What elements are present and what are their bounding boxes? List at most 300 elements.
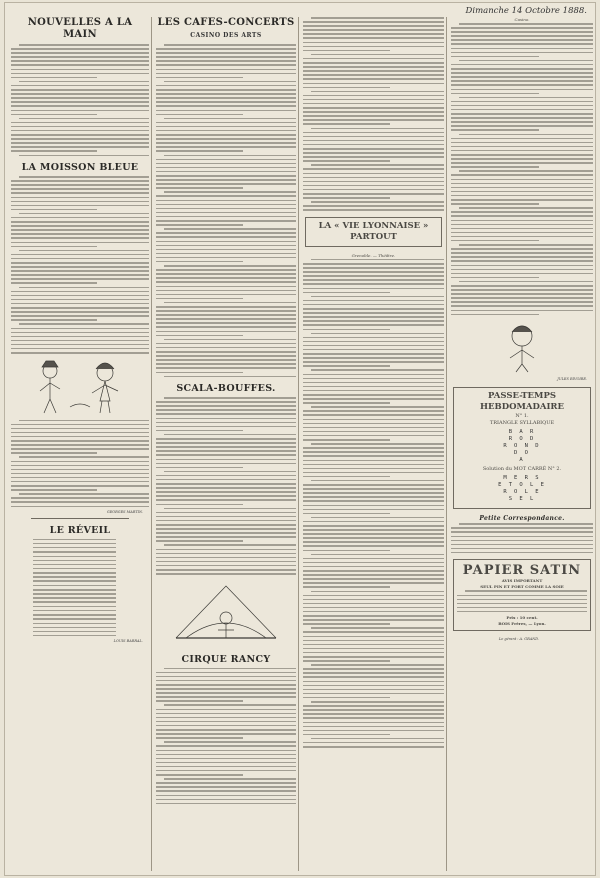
text-line [156, 277, 296, 279]
text-line [33, 606, 116, 608]
article-text [11, 176, 149, 354]
text-line [156, 721, 296, 723]
text-line [33, 551, 116, 553]
text-line [303, 558, 444, 560]
text-line [33, 572, 116, 574]
text-line [156, 216, 296, 218]
text-line [451, 191, 593, 193]
text-line [11, 201, 149, 203]
text-line [156, 499, 296, 501]
text-line [311, 738, 444, 740]
text-line [311, 554, 444, 556]
newspaper-page [4, 2, 596, 876]
article-text [303, 259, 444, 748]
text-line [156, 335, 243, 337]
text-line [11, 477, 149, 479]
text-line [451, 314, 539, 316]
text-line [156, 179, 296, 181]
text-line [156, 459, 296, 461]
text-line [156, 60, 296, 62]
text-line [303, 713, 444, 715]
text-line [156, 782, 296, 784]
text-line [303, 722, 444, 724]
text-line [451, 256, 593, 258]
text-line [156, 347, 296, 349]
text-line [303, 742, 444, 744]
text-line [303, 74, 444, 76]
text-line [457, 599, 587, 601]
text-line [156, 442, 296, 444]
text-line [303, 640, 444, 642]
text-line [311, 627, 444, 629]
text-line [311, 701, 444, 703]
grid-row: S E L [508, 496, 536, 503]
text-line [303, 140, 444, 142]
text-line [156, 77, 243, 79]
text-line [451, 117, 593, 119]
text-line [156, 717, 296, 719]
text-line [451, 109, 593, 111]
text-line [164, 471, 296, 473]
text-line [156, 799, 296, 801]
text-line [303, 177, 444, 179]
text-line [11, 69, 149, 71]
text-line [156, 479, 296, 481]
text-line [156, 536, 296, 538]
text-line [451, 277, 539, 279]
text-line [303, 205, 444, 207]
column-1 [11, 17, 149, 871]
text-line [164, 704, 296, 706]
text-line [303, 66, 444, 68]
text-line [451, 174, 593, 176]
text-line [11, 188, 149, 190]
text-line [33, 597, 116, 599]
text-line [451, 269, 593, 271]
text-line [164, 118, 296, 120]
text-line [303, 726, 444, 728]
text-line [303, 58, 444, 60]
text-line [19, 287, 149, 289]
text-line [164, 741, 296, 743]
text-line [33, 585, 116, 587]
text-line [156, 504, 243, 506]
text-line [303, 361, 444, 363]
text-line [303, 357, 444, 359]
text-line [303, 197, 390, 199]
text-line [33, 601, 116, 603]
text-line [303, 410, 444, 412]
gerant: Le gérant : A. GRAND. [498, 636, 540, 641]
text-line [156, 405, 296, 407]
text-line [33, 593, 116, 595]
text-line [33, 610, 116, 612]
text-line [19, 323, 149, 325]
text-line [451, 293, 593, 295]
text-line [156, 401, 296, 403]
text-line [303, 500, 444, 502]
text-line [451, 125, 593, 127]
text-line [11, 444, 149, 446]
puzzle-subtitle: TRIANGLE SYLLABIQUE [489, 420, 555, 427]
text-line [303, 156, 444, 158]
grid-row: B A R [508, 429, 536, 436]
text-line [303, 345, 444, 347]
text-line [303, 160, 390, 162]
text-line [451, 138, 593, 140]
text-line [303, 78, 444, 80]
text-line [303, 570, 444, 572]
portrait-illustration [492, 318, 552, 374]
text-line [451, 31, 593, 33]
puzzle-number: N° 1. [515, 413, 529, 420]
text-line [303, 193, 444, 195]
column-4 [451, 17, 593, 871]
grid-row: R O D [508, 436, 536, 443]
text-line [303, 42, 444, 44]
text-line [451, 552, 593, 554]
text-line [459, 23, 593, 25]
text-line [303, 427, 444, 429]
section-title-scala: SCALA-BOUFFES. [176, 383, 276, 395]
text-line [303, 697, 390, 699]
text-line [156, 175, 296, 177]
text-line [303, 37, 444, 39]
text-line [303, 488, 444, 490]
text-line [156, 73, 296, 75]
text-line [156, 355, 296, 357]
text-line [11, 262, 149, 264]
text-line [311, 369, 444, 371]
text-line [303, 537, 444, 539]
text-line [303, 349, 444, 351]
text-line [11, 89, 149, 91]
text-line [303, 337, 444, 339]
text-line [451, 113, 593, 115]
text-line [156, 516, 296, 518]
text-line [303, 312, 444, 314]
text-line [451, 224, 593, 226]
text-line [164, 376, 296, 378]
text-line [451, 232, 593, 234]
text-line [33, 556, 116, 558]
text-line [11, 489, 97, 491]
text-line [156, 163, 296, 165]
text-line [303, 271, 444, 273]
article-text [156, 44, 296, 377]
text-line [459, 170, 593, 172]
text-line [303, 513, 390, 515]
solution-title: Solution du MOT CARRÉ N° 2. [482, 466, 562, 473]
text-line [156, 758, 296, 760]
text-line [156, 520, 296, 522]
text-line [156, 150, 243, 152]
text-line [303, 50, 390, 52]
text-line [459, 207, 593, 209]
text-line [11, 93, 149, 95]
text-line [451, 105, 593, 107]
text-line [303, 25, 444, 27]
text-line [303, 83, 444, 85]
text-line [33, 568, 116, 570]
text-line [11, 192, 149, 194]
text-line [303, 578, 444, 580]
text-line [164, 228, 296, 230]
text-line [33, 618, 116, 620]
column-rule [298, 17, 299, 871]
text-line [156, 232, 296, 234]
text-line [156, 422, 296, 424]
text-line [156, 195, 296, 197]
text-line [11, 221, 149, 223]
text-line [33, 627, 116, 629]
text-line [451, 248, 593, 250]
text-line [451, 544, 593, 546]
text-line [156, 273, 296, 275]
text-line [11, 254, 149, 256]
text-line [11, 142, 149, 144]
text-line [156, 105, 296, 107]
text-line [156, 569, 296, 571]
text-line [311, 296, 444, 298]
text-line [156, 253, 296, 255]
text-line [156, 269, 296, 271]
text-line [303, 672, 444, 674]
text-line [311, 91, 444, 93]
text-line [11, 126, 149, 128]
text-line [156, 331, 296, 333]
text-line [11, 303, 149, 305]
text-line [156, 540, 243, 542]
issue-date: Dimanche 14 Octobre 1888. [465, 6, 587, 16]
text-line [451, 183, 593, 185]
text-line [303, 378, 444, 380]
text-line [11, 473, 149, 475]
text-line [11, 197, 149, 199]
grid-row: D O [514, 450, 530, 457]
text-line [156, 56, 296, 58]
column-2 [156, 17, 296, 871]
text-line [303, 115, 444, 117]
text-line [156, 790, 296, 792]
text-line [303, 33, 444, 35]
text-line [303, 562, 444, 564]
text-line [156, 774, 243, 776]
puzzle-grid [458, 429, 586, 464]
text-line [33, 543, 116, 545]
text-line [164, 302, 296, 304]
text-line [451, 80, 593, 82]
text-line [11, 506, 149, 508]
text-line [303, 316, 444, 318]
text-line [156, 409, 296, 411]
text-line [156, 745, 296, 747]
text-line [303, 455, 444, 457]
text-line [11, 150, 97, 152]
text-line [451, 285, 593, 287]
grid-row: M E R S [503, 475, 541, 482]
text-line [303, 623, 390, 625]
text-line [451, 162, 593, 164]
text-line [303, 292, 390, 294]
text-line [11, 461, 149, 463]
text-line [303, 435, 444, 437]
text-line [156, 48, 296, 50]
text-line [303, 394, 444, 396]
text-line [303, 329, 390, 331]
text-line [451, 84, 593, 86]
text-line [156, 524, 296, 526]
text-line [451, 236, 593, 238]
text-line [156, 372, 243, 374]
puzzle-box [453, 387, 591, 509]
text-line [303, 304, 444, 306]
text-line [156, 167, 296, 169]
text-line [451, 305, 593, 307]
text-line [303, 472, 444, 474]
text-line [156, 803, 296, 805]
text-line [457, 595, 587, 597]
text-line [156, 236, 296, 238]
text-line [156, 204, 296, 206]
text-line [156, 359, 296, 361]
text-line [19, 250, 149, 252]
text-line [19, 155, 149, 157]
text-line [11, 134, 149, 136]
text-line [11, 424, 149, 426]
text-line [11, 122, 149, 124]
text-line [303, 414, 444, 416]
text-line [156, 318, 296, 320]
text-line [156, 138, 296, 140]
grid-row: R O L E [503, 489, 541, 496]
text-line [11, 469, 149, 471]
text-line [11, 225, 149, 227]
text-line [303, 353, 444, 355]
text-line [11, 328, 149, 330]
text-line [303, 652, 444, 654]
text-line [156, 187, 243, 189]
text-line [33, 539, 116, 541]
text-line [303, 603, 444, 605]
text-line [451, 297, 593, 299]
text-line [156, 491, 296, 493]
text-line [303, 525, 444, 527]
text-line [11, 85, 149, 87]
text-line [457, 611, 587, 613]
text-line [156, 713, 296, 715]
text-line [156, 446, 296, 448]
text-line [303, 705, 444, 707]
signature: GEORGES MARTIN. [106, 509, 143, 514]
text-line [156, 351, 296, 353]
text-line [156, 298, 243, 300]
text-line [451, 252, 593, 254]
section-title-cafes-concerts: LES CAFÉS-CONCERTS [157, 17, 295, 28]
text-line [11, 97, 149, 99]
text-line [11, 299, 149, 301]
text-line [451, 129, 539, 131]
text-line [156, 314, 296, 316]
text-line [11, 291, 149, 293]
text-line [303, 656, 444, 658]
text-line [11, 336, 149, 338]
text-line [156, 286, 296, 288]
text-line [451, 56, 539, 58]
text-line [156, 700, 243, 702]
text-line [156, 692, 296, 694]
text-line [451, 240, 539, 242]
text-line [11, 217, 149, 219]
text-line [451, 146, 593, 148]
text-line [33, 560, 116, 562]
text-line [303, 541, 444, 543]
text-line [156, 684, 296, 686]
text-line [451, 265, 593, 267]
text-line [156, 483, 296, 485]
text-line [303, 734, 390, 736]
text-line [11, 428, 149, 430]
caricature-illustration [20, 357, 140, 417]
text-line [156, 561, 296, 563]
text-line [33, 547, 116, 549]
text-line [164, 544, 296, 546]
article-text [156, 397, 296, 575]
text-line [11, 274, 149, 276]
text-line [156, 367, 296, 369]
text-line [303, 615, 444, 617]
text-line [311, 17, 444, 19]
text-line [156, 680, 296, 682]
text-line [11, 73, 149, 75]
text-line [156, 363, 296, 365]
text-line [303, 119, 444, 121]
text-line [11, 184, 149, 186]
text-line [311, 517, 444, 519]
signature: JULES RIVOIRE. [557, 377, 587, 382]
text-line [459, 97, 593, 99]
text-line [11, 52, 149, 54]
text-line [303, 689, 444, 691]
article-text [156, 668, 296, 805]
text-line [33, 623, 116, 625]
text-line [311, 259, 444, 261]
text-line [451, 540, 593, 542]
notes-title: Petite Correspondance. [479, 515, 565, 523]
text-line [11, 452, 97, 454]
papier-satin-ad [453, 559, 591, 631]
text-line [164, 191, 296, 193]
text-line [164, 44, 296, 46]
text-line [33, 576, 116, 578]
text-line [156, 754, 296, 756]
text-line [451, 211, 593, 213]
text-line [303, 173, 444, 175]
text-line [156, 463, 296, 465]
text-line [303, 95, 444, 97]
section-subtitle: CASINO DES ARTS [190, 32, 262, 39]
text-line [303, 484, 444, 486]
text-line [19, 456, 149, 458]
text-line [303, 382, 444, 384]
text-line [11, 332, 149, 334]
text-line [303, 550, 390, 552]
text-line [303, 288, 444, 290]
text-line [451, 35, 593, 37]
text-line [451, 27, 593, 29]
text-line [451, 310, 593, 312]
text-line [156, 114, 243, 116]
